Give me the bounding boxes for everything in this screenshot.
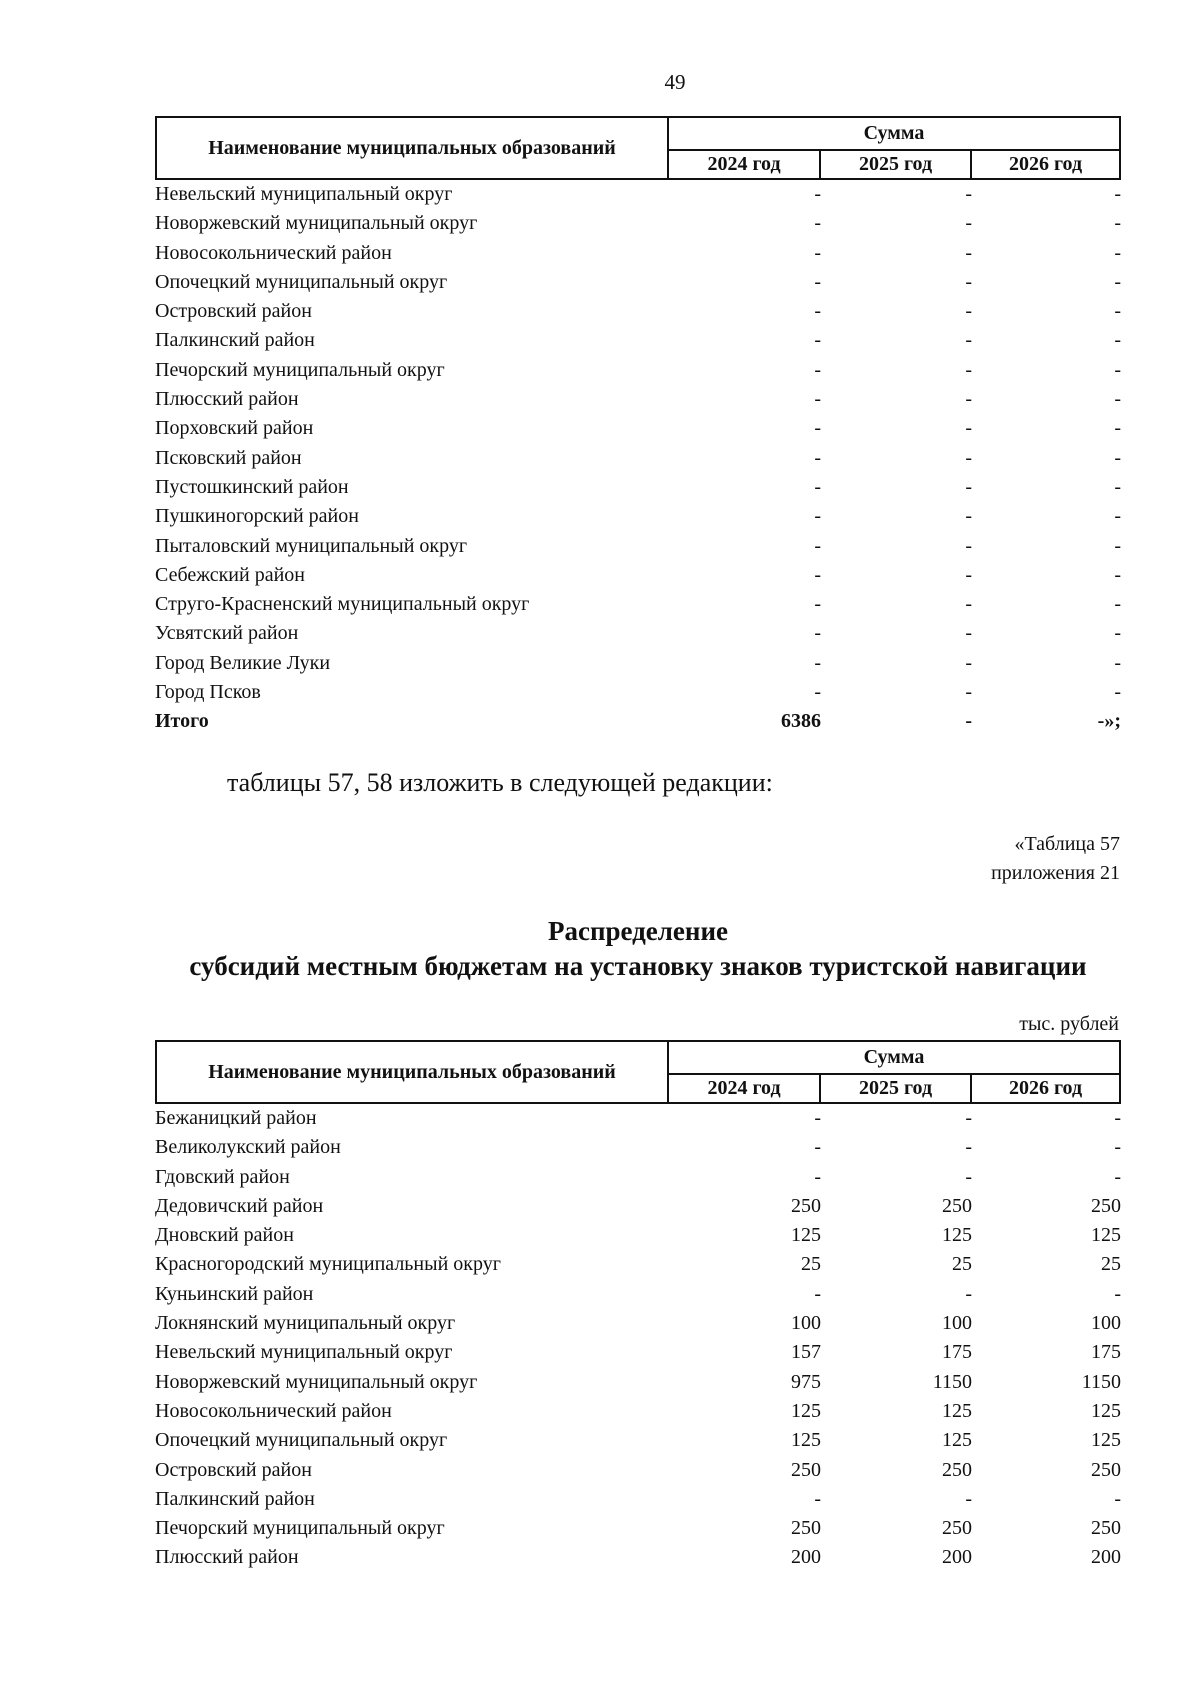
value-2024: - — [814, 681, 821, 704]
header-name-column: Наименование муниципальных образований — [157, 118, 669, 178]
table-row — [155, 444, 1121, 473]
header-year-2025: 2025 год — [821, 1075, 972, 1102]
value-2024: 100 — [791, 1312, 821, 1335]
table-row — [155, 1543, 1121, 1572]
value-2026: - — [1114, 1136, 1121, 1159]
row-name: Город Псков — [155, 681, 261, 704]
table-row — [155, 1250, 1121, 1279]
value-2024: 200 — [791, 1546, 821, 1569]
value-2024: - — [814, 1282, 821, 1305]
table-row — [155, 268, 1121, 297]
value-2024: - — [814, 270, 821, 293]
value-2025: - — [965, 300, 972, 323]
total-value-2026: -»; — [1097, 710, 1121, 733]
value-2026: - — [1114, 388, 1121, 411]
value-2026: 250 — [1091, 1194, 1121, 1217]
value-2026: - — [1114, 563, 1121, 586]
row-name: Усвятский район — [155, 622, 299, 645]
value-2026: 250 — [1091, 1458, 1121, 1481]
value-2026: - — [1114, 1487, 1121, 1510]
value-2025: 175 — [942, 1341, 972, 1364]
table-row — [155, 1221, 1121, 1250]
row-name: Новоржевский муниципальный округ — [155, 212, 478, 235]
table-row — [155, 502, 1121, 531]
value-2024: 125 — [791, 1429, 821, 1452]
value-2024: 250 — [791, 1517, 821, 1540]
units-label: тыс. рублей — [1019, 1013, 1119, 1035]
table-row — [155, 297, 1121, 326]
header-year-2024: 2024 год — [669, 151, 821, 178]
value-2026: - — [1114, 183, 1121, 205]
table-row — [155, 1338, 1121, 1367]
row-name: Пустошкинский район — [155, 475, 349, 498]
table-row — [155, 473, 1121, 502]
value-2025: 250 — [942, 1517, 972, 1540]
row-name: Невельский муниципальный округ — [155, 1341, 453, 1364]
row-name: Дновский район — [155, 1224, 294, 1247]
table-row — [155, 1397, 1121, 1426]
value-2025: - — [965, 622, 972, 645]
total-row — [155, 707, 1121, 736]
value-2025: 125 — [942, 1224, 972, 1247]
value-2025: - — [965, 1487, 972, 1510]
row-name: Город Великие Луки — [155, 651, 331, 674]
row-name: Красногородский муниципальный округ — [155, 1253, 501, 1276]
table-reference-line2: приложения 21 — [991, 862, 1120, 884]
value-2026: - — [1114, 1107, 1121, 1129]
table-header — [155, 1040, 1121, 1104]
header-year-2026: 2026 год — [1008, 153, 1083, 175]
row-name: Гдовский район — [155, 1165, 290, 1188]
value-2024: - — [814, 1136, 821, 1159]
row-name: Плюсский район — [155, 1546, 299, 1569]
value-2024: - — [814, 1165, 821, 1188]
row-name: Палкинский район — [155, 1487, 315, 1510]
value-2024: - — [814, 300, 821, 323]
value-2026: - — [1114, 446, 1121, 469]
value-2025: - — [965, 212, 972, 235]
value-2024: - — [814, 1107, 821, 1129]
value-2025: - — [965, 1165, 972, 1188]
value-2024: - — [814, 1487, 821, 1510]
value-2025: - — [965, 358, 972, 381]
table-row — [155, 1368, 1121, 1397]
value-2025: - — [965, 329, 972, 352]
value-2026: 250 — [1091, 1517, 1121, 1540]
table-row — [155, 1280, 1121, 1309]
value-2024: - — [814, 622, 821, 645]
row-name: Новосокольнический район — [155, 1399, 392, 1422]
row-name: Опочецкий муниципальный округ — [155, 1429, 448, 1452]
row-name: Пыталовский муниципальный округ — [155, 534, 468, 557]
row-name: Опочецкий муниципальный округ — [155, 270, 448, 293]
value-2024: - — [814, 534, 821, 557]
value-2025: 200 — [942, 1546, 972, 1569]
row-name: Островский район — [155, 300, 312, 323]
row-name: Порховский район — [155, 417, 314, 440]
header-year-2025: 2025 год — [821, 151, 972, 178]
row-name: Новоржевский муниципальный округ — [155, 1370, 478, 1393]
value-2026: - — [1114, 593, 1121, 616]
value-2025: 25 — [952, 1253, 972, 1276]
value-2026: - — [1114, 270, 1121, 293]
table-row — [155, 1163, 1121, 1192]
table-row — [155, 1192, 1121, 1221]
value-2026: - — [1114, 651, 1121, 674]
value-2024: - — [814, 388, 821, 411]
value-2026: - — [1114, 681, 1121, 704]
value-2024: 125 — [791, 1224, 821, 1247]
table-row — [155, 532, 1121, 561]
value-2024: 250 — [791, 1194, 821, 1217]
table-body — [155, 180, 1121, 707]
table-row — [155, 209, 1121, 238]
value-2026: - — [1114, 534, 1121, 557]
instruction-text: таблицы 57, 58 изложить в следующей редакции: — [227, 768, 773, 797]
value-2026: - — [1114, 1165, 1121, 1188]
total-value-2025: - — [965, 710, 972, 733]
value-2025: - — [965, 1107, 972, 1129]
value-2026: - — [1114, 475, 1121, 498]
row-name: Себежский район — [155, 563, 305, 586]
row-name: Куньинский район — [155, 1282, 314, 1305]
value-2025: - — [965, 505, 972, 528]
table-row — [155, 180, 1121, 209]
value-2024: - — [814, 183, 821, 205]
total-label: Итого — [155, 710, 209, 733]
value-2026: 125 — [1091, 1224, 1121, 1247]
value-2025: 125 — [942, 1399, 972, 1422]
row-name: Пушкиногорский район — [155, 505, 359, 528]
heading-line1: Распределение — [547, 916, 729, 946]
value-2024: - — [814, 446, 821, 469]
value-2025: - — [965, 681, 972, 704]
value-2026: 100 — [1091, 1312, 1121, 1335]
value-2026: - — [1114, 212, 1121, 235]
value-2026: 200 — [1091, 1546, 1121, 1569]
value-2026: 1150 — [1081, 1370, 1121, 1393]
row-name: Плюсский район — [155, 388, 299, 411]
row-name: Псковский район — [155, 446, 302, 469]
value-2025: - — [965, 1136, 972, 1159]
table-heading — [155, 914, 1121, 984]
header-year-2026: 2026 год — [1008, 1077, 1083, 1099]
table-row — [155, 1309, 1121, 1338]
value-2025: - — [965, 417, 972, 440]
value-2026: - — [1114, 622, 1121, 645]
value-2025: 100 — [942, 1312, 972, 1335]
table-header — [155, 116, 1121, 180]
row-name: Печорский муниципальный округ — [155, 358, 445, 381]
value-2026: - — [1114, 329, 1121, 352]
table-row — [155, 1133, 1121, 1162]
heading-line2: субсидий местным бюджетам на установку знаков туристской навигации — [189, 951, 1087, 981]
value-2025: - — [965, 241, 972, 264]
table-row — [155, 561, 1121, 590]
value-2025: - — [965, 563, 972, 586]
value-2024: - — [814, 475, 821, 498]
row-name: Палкинский район — [155, 329, 315, 352]
table-row — [155, 326, 1121, 355]
value-2025: - — [965, 270, 972, 293]
value-2024: - — [814, 358, 821, 381]
value-2025: 250 — [942, 1458, 972, 1481]
table-row — [155, 385, 1121, 414]
value-2025: - — [965, 446, 972, 469]
table-57 — [155, 1040, 1121, 1573]
value-2024: - — [814, 563, 821, 586]
value-2026: - — [1114, 300, 1121, 323]
table-row — [155, 1426, 1121, 1455]
value-2024: 250 — [791, 1458, 821, 1481]
value-2025: - — [965, 651, 972, 674]
table-row — [155, 414, 1121, 443]
value-2024: 25 — [801, 1253, 821, 1276]
table-row — [155, 590, 1121, 619]
value-2024: - — [814, 417, 821, 440]
value-2026: - — [1114, 241, 1121, 264]
value-2024: - — [814, 241, 821, 264]
row-name: Струго-Красненский муниципальный округ — [155, 593, 530, 616]
value-2025: - — [965, 388, 972, 411]
value-2026: 125 — [1091, 1429, 1121, 1452]
value-2026: - — [1114, 505, 1121, 528]
header-sum-column: Сумма — [669, 1042, 1119, 1075]
table-row — [155, 239, 1121, 268]
value-2026: 175 — [1091, 1341, 1121, 1364]
table-row — [155, 1514, 1121, 1543]
value-2024: - — [814, 505, 821, 528]
row-name: Дедовичский район — [155, 1194, 324, 1217]
value-2024: - — [814, 329, 821, 352]
total-value-2024: 6386 — [781, 710, 821, 733]
table-body — [155, 1104, 1121, 1573]
row-name: Новосокольнический район — [155, 241, 392, 264]
value-2026: - — [1114, 358, 1121, 381]
value-2025: 250 — [942, 1194, 972, 1217]
table-row — [155, 1485, 1121, 1514]
value-2026: 25 — [1101, 1253, 1121, 1276]
value-2024: 975 — [791, 1370, 821, 1393]
table-reference-line1: «Таблица 57 — [1014, 833, 1120, 855]
value-2024: 157 — [791, 1341, 821, 1364]
value-2025: 1150 — [932, 1370, 972, 1393]
value-2024: - — [814, 593, 821, 616]
table-row — [155, 649, 1121, 678]
value-2026: - — [1114, 417, 1121, 440]
table-reference — [991, 830, 1120, 888]
row-name: Островский район — [155, 1458, 312, 1481]
value-2025: - — [965, 475, 972, 498]
table-row — [155, 619, 1121, 648]
value-2025: - — [965, 183, 972, 205]
row-name: Печорский муниципальный округ — [155, 1517, 445, 1540]
header-name-column: Наименование муниципальных образований — [157, 1042, 669, 1102]
value-2024: - — [814, 212, 821, 235]
page-number: 49 — [664, 70, 686, 94]
value-2025: 125 — [942, 1429, 972, 1452]
table-continued — [155, 116, 1121, 737]
table-row — [155, 356, 1121, 385]
header-sum-column: Сумма — [669, 118, 1119, 151]
value-2026: - — [1114, 1282, 1121, 1305]
table-row — [155, 1104, 1121, 1133]
value-2024: 125 — [791, 1399, 821, 1422]
value-2025: - — [965, 534, 972, 557]
value-2025: - — [965, 593, 972, 616]
value-2024: - — [814, 651, 821, 674]
header-year-2024: 2024 год — [669, 1075, 821, 1102]
row-name: Невельский муниципальный округ — [155, 183, 453, 205]
value-2025: - — [965, 1282, 972, 1305]
table-row — [155, 1456, 1121, 1485]
row-name: Бежаницкий район — [155, 1107, 317, 1129]
table-row — [155, 678, 1121, 707]
value-2026: 125 — [1091, 1399, 1121, 1422]
row-name: Великолукский район — [155, 1136, 341, 1159]
row-name: Локнянский муниципальный округ — [155, 1312, 456, 1335]
